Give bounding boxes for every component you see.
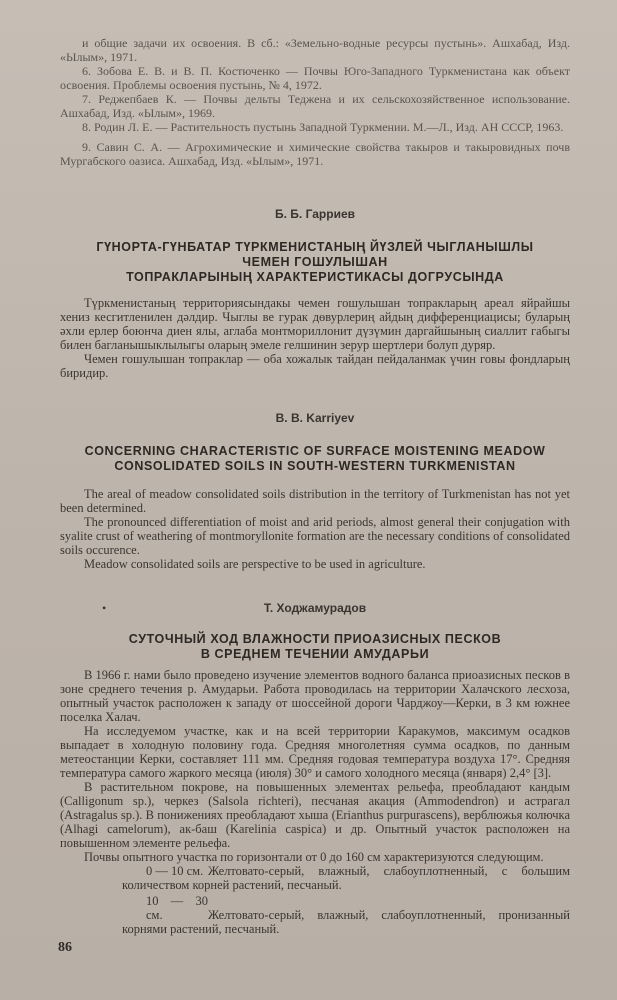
- english-title: [60, 444, 570, 474]
- title-line: СУТОЧНЫЙ ХОД ВЛАЖНОСТИ ПРИОАЗИСНЫХ ПЕСКОВ: [128, 632, 502, 646]
- horizon-row: [60, 864, 570, 892]
- page-number: 86: [58, 940, 72, 955]
- reference-item: и общие задачи их освоения. В сб.: «Земельно-водные ресурсы пустынь». Ашхабад, Изд. «Ылым», 1971.: [60, 36, 570, 64]
- reference-item: 8. Родин Л. Е. — Растительность пустынь Западной Туркмении. М.—Л., Изд. АН СССР, 1963.: [82, 120, 564, 134]
- russian-title: [60, 632, 570, 662]
- russian-author: Т. Ходжамурадов: [263, 601, 367, 615]
- turkmen-title: [60, 240, 570, 285]
- paragraph: Чемен гошулышан топраклар — оба хожалык тайдан пейдаланмак үчин говы фондларың биридир.: [60, 352, 570, 380]
- paragraph: В 1966 г. нами было проведено изучение элементов водного баланса приоазисных песков в зоне среднего течения р. Амударьи. Работа проводилась на территории Халачского лесхоза, опытный участок расположен к западу от шоссейной дороги Чарджоу—Керки, в 3 км южнее поселка Халач.: [60, 668, 570, 724]
- paragraph: На исследуемом участке, как и на всей территории Каракумов, максимум осадков выпадает в холодную половину года. Средняя многолетняя сумма осадков, по данным метеостанции Керки, составляет 111 мм. Средняя годовая температура воздуха 17°. Средняя температура самого жаркого месяца (июля) 30° и самого холодного месяца (января) 2,4° [3].: [60, 724, 570, 780]
- title-line: ТОПРАКЛАРЫНЫҢ ХАРАКТЕРИСТИКАСЫ ДОГРУСЫНДА: [126, 270, 504, 284]
- horizon-row: [60, 894, 570, 936]
- title-line: ГҮНОРТА-ГҮНБАТАР ТҮРКМЕНИСТАНЫҢ ЙҮЗЛЕЙ ЧЫГЛАНЫШЛЫ: [96, 240, 534, 254]
- horizon-depth: 0 — 10 см.: [146, 864, 204, 878]
- horizon-depth: 10 — 30 см.: [146, 894, 208, 922]
- reference-item: 7. Реджепбаев К. — Почвы дельты Теджена и их сельскохозяйственное использование. Ашхабад, Изд. «Ылым», 1969.: [60, 92, 570, 120]
- turkmen-author: Б. Б. Гарриев: [275, 207, 355, 221]
- paragraph: Почвы опытного участка по горизонтали от 0 до 160 см характеризуются следующим.: [84, 850, 544, 864]
- english-abstract: [60, 487, 570, 571]
- paragraph: Meadow consolidated soils are perspective to be used in agriculture.: [84, 557, 426, 571]
- horizon-description: Желтовато-серый, влажный, слабоуплотненный, пронизанный корнями растений, песчаный.: [122, 908, 570, 936]
- paragraph: The areal of meadow consolidated soils distribution in the territory of Turkmenistan has not yet been determined.: [60, 487, 570, 515]
- title-line: В СРЕДНЕМ ТЕЧЕНИИ АМУДАРЬИ: [200, 647, 430, 661]
- russian-body: [60, 668, 570, 936]
- english-author: B. B. Karriyev: [275, 411, 355, 425]
- reference-list: [60, 36, 570, 168]
- paragraph: Түркменистаның территориясындакы чемен гошулышан топракларың ареал яйрайшы хениз кесгитленилен дәлдир. Чыглы ве гурак дөвурлериң айдың дифференциацисы; буларың әхли ерлер боюнча диен ялы, аглаба монтмориллонит дүзүмин даргайшының сиаллит габыгы билен багланышыклылыгы оларың эмеле гелшинин зерур шертлери болуп дуряр.: [60, 296, 570, 352]
- turkmen-abstract: [60, 296, 570, 380]
- title-line: CONSOLIDATED SOILS IN SOUTH-WESTERN TURKMENISTAN: [114, 459, 516, 473]
- paragraph: The pronounced differentiation of moist and arid periods, almost general their conjugation with syalite crust of weathering of montmoryllonite formation are the necessary conditions of consolidated soils occurence.: [60, 515, 570, 557]
- horizon-description: Желтовато-серый, влажный, слабоуплотненный, с большим количеством корней растений, песчаный.: [122, 864, 570, 892]
- paragraph: В растительном покрове, на повышенных элементах рельефа, преобладают кандым (Calligonum sp.), черкез (Salsola richteri), песчаная акация (Ammodendron) и астрагал (Astragalus sp.). В понижениях преобладают хыша (Erianthus purpurascens), верблюжья колючка (Alhagi camelorum), ак-баш (Karelinia caspica) и др. Опытный участок расположен на повышенном элементе рельефа.: [60, 780, 570, 850]
- bullet-mark: •: [102, 601, 107, 615]
- title-line: CONCERNING CHARACTERISTIC OF SURFACE MOISTENING MEADOW: [84, 444, 546, 458]
- title-line: ЧЕМЕН ГОШУЛЫШАН: [242, 255, 388, 269]
- reference-item: 9. Савин С. А. — Агрохимические и химические свойства такыров и такыровидных почв Мургабского оазиса. Ашхабад, Изд. «Ылым», 1971.: [60, 140, 570, 168]
- reference-item: 6. Зобова Е. В. и В. П. Костюченко — Почвы Юго-Западного Туркменистана как объект освоения. Проблемы освоения пустынь, № 4, 1972.: [60, 64, 570, 92]
